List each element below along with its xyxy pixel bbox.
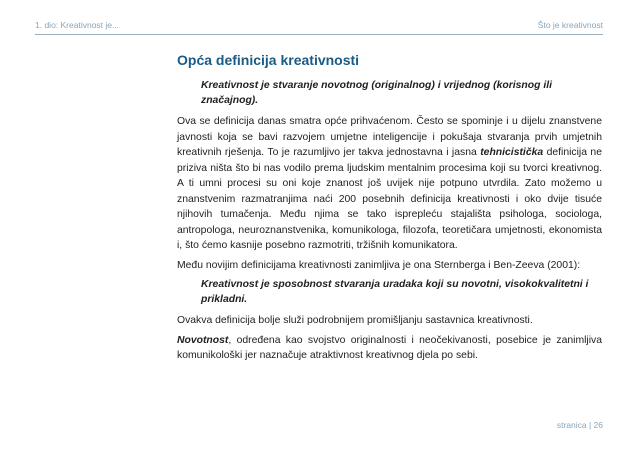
- definition-quote-2: Kreativnost je sposobnost stvaranja uradaka koji su novotni, visokokvalitetni i prikladni.: [201, 279, 589, 305]
- paragraph-1-emphasis: tehnicistička: [480, 147, 544, 158]
- section-title: Opća definicija kreativnosti: [177, 52, 360, 68]
- section-label: Što je kreativnost: [537, 20, 603, 30]
- page-content: [177, 52, 602, 368]
- paragraph-4-emphasis: Novotnost: [177, 334, 229, 346]
- paragraph-3: Ovakva definicija bolje služi podrobnijem promišljanju sastavnica kreativnosti.: [177, 315, 533, 326]
- paragraph-1-text-a: Ova se definicija danas smatra opće prihvaćenom. Često se spominje i u dijelu znanstvene javnosti koja se bavi razvojem umjetne inteligencije i pokušaja stvaranja prvih umjetnih kreativnih rješenja. To je razumljivo jer takva jednostavna i jasna: [177, 116, 602, 158]
- paragraph-1: [177, 114, 602, 254]
- paragraph-4-text: , određena kao svojstvo originalnosti i neočekivanosti, posebice je zanimljiva komunikološki jer naznačuje atraktivnost kreativnog djela po sebi.: [177, 334, 602, 361]
- definition-quote-1: Kreativnost je stvaranje novotnog (originalnog) i vrijednog (korisnog ili značajnog).: [201, 80, 553, 106]
- paragraph-2: Među novijim definicijama kreativnosti zanimljiva je ona Sternberga i Ben-Zeeva (2001):: [177, 259, 581, 271]
- chapter-label: 1. dio: Kreativnost je...: [35, 20, 120, 30]
- paragraph-4: [177, 333, 602, 364]
- running-header: [35, 20, 603, 35]
- page-number: stranica | 26: [556, 420, 603, 430]
- paragraph-1-text-b: definicija ne priziva ništa što bi nas vodilo prema ljudskim mentalnim procesima koji su tvorci kreativnog. A ti umni procesi su oni koje znanost još uvijek nije potpuno utvrdila. Zato možemo u znanstvenim razmatranjima naći 200 posebnih definicija kreativnosti i oko dvije tisuće njihovih tumačenja. Među njima se tako isprepleću stajališta psihologa, sociologa, antropologa, neuroznanstvenika, komunikologa, filozofa, teoretičara umjetnosti, ekonomista i, što ćemo kasnije posebno razmotriti, tržišnih komunikatora.: [177, 147, 602, 251]
